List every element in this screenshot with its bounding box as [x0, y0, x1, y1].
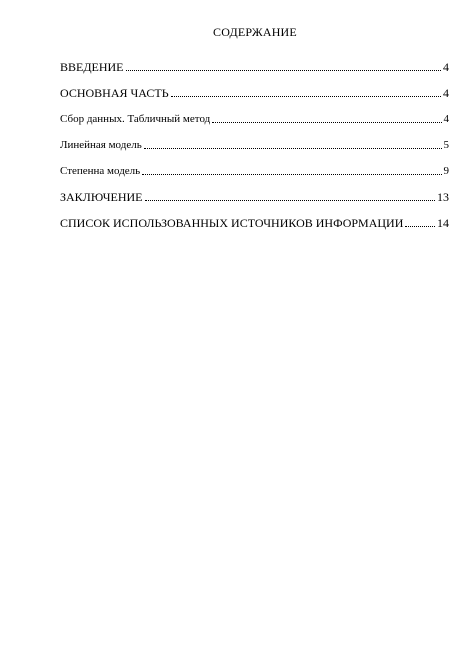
- toc-entry-page-number: 9: [443, 165, 449, 177]
- dot-leader: [144, 147, 442, 149]
- toc-list: [60, 48, 449, 230]
- dot-leader: [405, 225, 435, 227]
- toc-entry-label: ОСНОВНАЯ ЧАСТЬ: [60, 86, 169, 100]
- toc-entry-label: ВВЕДЕНИЕ: [60, 60, 124, 74]
- dot-leader: [145, 199, 436, 201]
- toc-entry-introduction[interactable]: [60, 48, 449, 74]
- toc-entry-page-number: 14: [437, 216, 449, 230]
- toc-entry-page-number: 4: [443, 86, 449, 100]
- toc-entry-main-part[interactable]: [60, 74, 449, 100]
- dot-leader: [142, 173, 441, 175]
- toc-entry-page-number: 4: [443, 113, 449, 125]
- toc-entry-conclusion[interactable]: [60, 178, 449, 204]
- dot-leader: [212, 121, 441, 123]
- toc-entry-label: ЗАКЛЮЧЕНИЕ: [60, 190, 143, 204]
- dot-leader: [126, 69, 441, 71]
- toc-entry-data-collection[interactable]: [60, 100, 449, 126]
- toc-entry-linear-model[interactable]: [60, 126, 449, 152]
- toc-title: СОДЕРЖАНИЕ: [213, 25, 297, 39]
- toc-entry-label: Степенна модель: [60, 165, 141, 177]
- toc-entry-power-model[interactable]: [60, 152, 449, 178]
- dot-leader: [171, 95, 441, 97]
- toc-entry-label: Линейная модель: [60, 139, 142, 151]
- toc-entry-page-number: 13: [437, 190, 449, 204]
- toc-entry-page-number: 4: [443, 60, 449, 74]
- toc-entry-page-number: 5: [443, 139, 449, 151]
- toc-entry-label: Сбор данных. Табличный метод: [60, 113, 211, 125]
- toc-entry-references[interactable]: [60, 204, 449, 230]
- toc-entry-label: СПИСОК ИСПОЛЬЗОВАННЫХ ИСТОЧНИКОВ ИНФОРМАЦИИ: [60, 216, 404, 230]
